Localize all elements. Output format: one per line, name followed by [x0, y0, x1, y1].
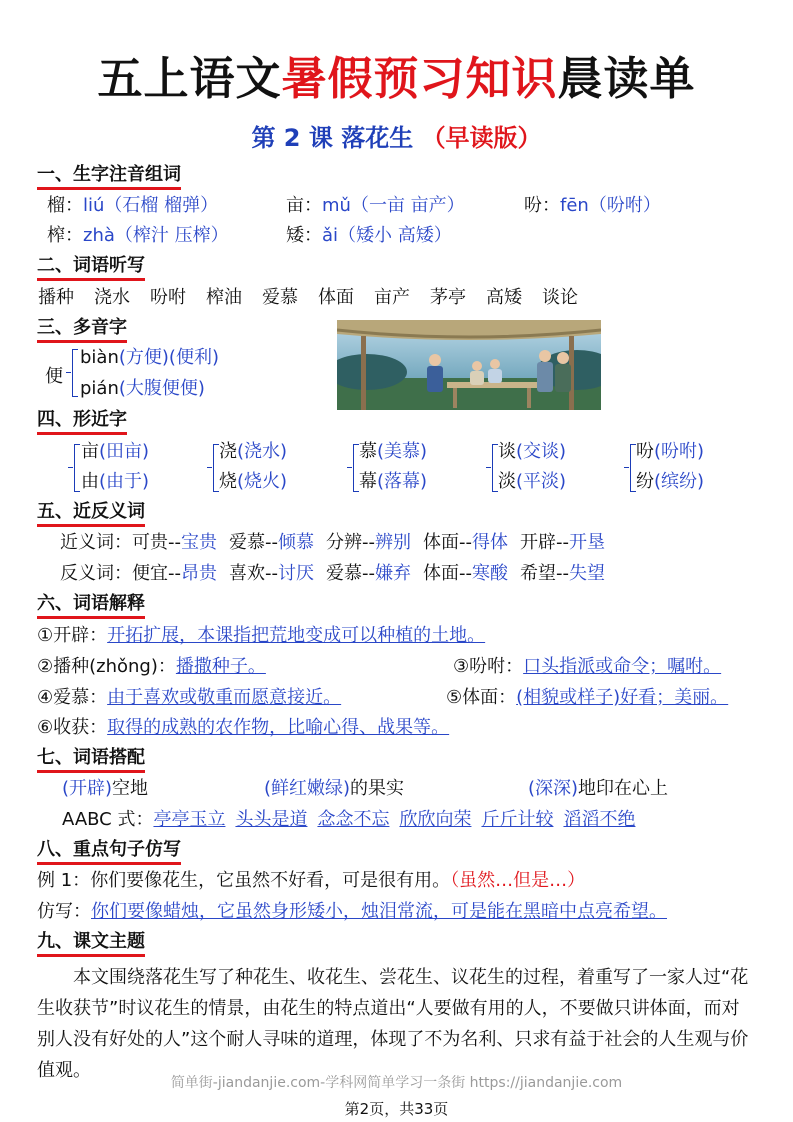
dictation-word: 体面 [318, 287, 354, 308]
dictation-word: 吩咐 [150, 287, 186, 308]
brace [72, 349, 78, 397]
similar-char-1: 亩(田亩) [81, 441, 150, 462]
char-entry: 榴：liú（石榴 榴弹） [47, 195, 219, 216]
dictation-word: 榨油 [206, 287, 242, 308]
page-number: 第2页，共33页 [344, 1100, 449, 1118]
aabc-word: 念念不忘 [317, 809, 390, 830]
definition-item: ②播种(zhǒng)：播撒种子。 [37, 656, 266, 677]
similar-char-2: 烧(烧火) [219, 471, 288, 492]
aabc-word: 头头是道 [235, 809, 308, 830]
polyphone-reading-2: pián(大腹便便) [80, 378, 205, 399]
pavilion-family-illustration [337, 320, 601, 410]
title-part-3: 晨读单 [557, 52, 696, 105]
dictation-word: 谈论 [542, 287, 578, 308]
lesson-name: 第 2 课 落花生 [251, 124, 414, 152]
brace-tip [207, 467, 212, 468]
dictation-word: 高矮 [486, 287, 522, 308]
definition-item: ⑤体面：(相貌或样子)好看；美丽。 [446, 687, 729, 708]
definition-item: ④爱慕：由于喜欢或敬重而愿意接近。 [37, 687, 342, 708]
similar-char-1: 慕(美慕) [359, 441, 428, 462]
brace-tip [624, 467, 629, 468]
similar-char-2: 幕(落幕) [359, 471, 428, 492]
brace-tip [347, 467, 352, 468]
char-entry: 吩：fēn（吩咐） [524, 195, 661, 216]
section-5-heading: 五、近反义词 [37, 501, 145, 527]
collocation-item: (深深)地印在心上 [528, 778, 669, 799]
section-6-heading: 六、词语解释 [37, 593, 145, 619]
char-entry: 榨：zhà（榨汁 压榨） [47, 225, 229, 246]
lesson-subtitle [0, 118, 793, 153]
imitation-sentence: 仿写：你们要像蜡烛，它虽然身形矮小，烛泪常流，可是能在黑暗中点亮希望。 [37, 901, 667, 922]
polyphone-reading-1: biàn(方便)(便利) [80, 347, 219, 368]
brace [74, 444, 80, 492]
dictation-word: 播种 [38, 287, 74, 308]
collocation-item: (鲜红嫩绿)的果实 [264, 778, 405, 799]
aabc-word: 斤斤计较 [481, 809, 554, 830]
dictation-word: 亩产 [374, 287, 410, 308]
theme-paragraph: 本文围绕落花生写了种花生、收花生、尝花生、议花生的过程，着重写了一家人过“花生收获节”时议花生的情景，由花生的特点道出“人要做有用的人，不要做只讲体面，而对别人没有好处的人”这个耐人寻味的道理，体现了不为名利、只求有益于社会的人生观与价值观。 [37, 967, 749, 1081]
lesson-illustration [337, 320, 601, 410]
dictation-word: 茅亭 [430, 287, 466, 308]
section-2-heading: 二、词语听写 [37, 255, 145, 281]
section-4-heading: 四、形近字 [37, 409, 127, 435]
section-7-heading: 七、词语搭配 [37, 747, 145, 773]
section-8-heading: 八、重点句子仿写 [37, 839, 181, 865]
similar-char-1: 吩(吩咐) [636, 441, 705, 462]
title-part-2: 暑假预习知识 [281, 52, 558, 105]
brace-tip [486, 467, 491, 468]
aabc-word: 亭亭玉立 [153, 809, 226, 830]
section-9-heading: 九、课文主题 [37, 931, 145, 957]
dictation-word: 爱慕 [262, 287, 298, 308]
similar-char-1: 浇(浇水) [219, 441, 288, 462]
section-1-heading: 一、生字注音组词 [37, 164, 181, 190]
similar-char-2: 纷(缤纷) [636, 471, 705, 492]
example-sentence: 例 1：你们要像花生，它虽然不好看，可是很有用。（虽然…但是…） [37, 870, 586, 891]
char-entry: 亩：mǔ（一亩 亩产） [286, 195, 465, 216]
watermark: 简单街-jiandanjie.com-学科网简单学习一条街 https://jiandanjie.com [170, 1075, 623, 1091]
aabc-row: AABC 式：亭亭玉立 头头是道 念念不忘 欣欣向荣 斤斤计较 滔滔不绝 [62, 809, 636, 830]
aabc-word: 欣欣向荣 [399, 809, 472, 830]
definition-item: ①开辟：开拓扩展，本课指把荒地变成可以种植的土地。 [37, 625, 486, 646]
page-title [0, 42, 793, 107]
aabc-word: 滔滔不绝 [563, 809, 636, 830]
definition-item: ⑥收获：取得的成熟的农作物，比喻心得、战果等。 [37, 717, 450, 738]
dictation-word: 浇水 [94, 287, 130, 308]
version-label: （早读版） [421, 124, 542, 152]
brace-tip [66, 372, 71, 373]
collocation-item: (开辟)空地 [62, 778, 149, 799]
similar-char-2: 淡(平淡) [498, 471, 567, 492]
similar-char-2: 由(由于) [81, 471, 150, 492]
similar-char-1: 谈(交谈) [498, 441, 567, 462]
dictation-words [38, 286, 578, 310]
definition-item: ③吩咐：口头指派或命令；嘱咐。 [453, 656, 722, 677]
brace-tip [68, 467, 73, 468]
section-3-heading: 三、多音字 [37, 317, 127, 343]
synonyms-row: 近义词：可贵--宝贵 爱慕--倾慕 分辨--辨别 体面--得体 开辟--开垦 [60, 532, 605, 553]
title-part-1: 五上语文 [97, 52, 282, 105]
char-entry: 矮：ǎi（矮小 高矮） [286, 225, 452, 246]
antonyms-row: 反义词：便宜--昂贵 喜欢--讨厌 爱慕--嫌弃 体面--寒酸 希望--失望 [60, 563, 605, 584]
polyphone-char: 便 [45, 366, 63, 387]
